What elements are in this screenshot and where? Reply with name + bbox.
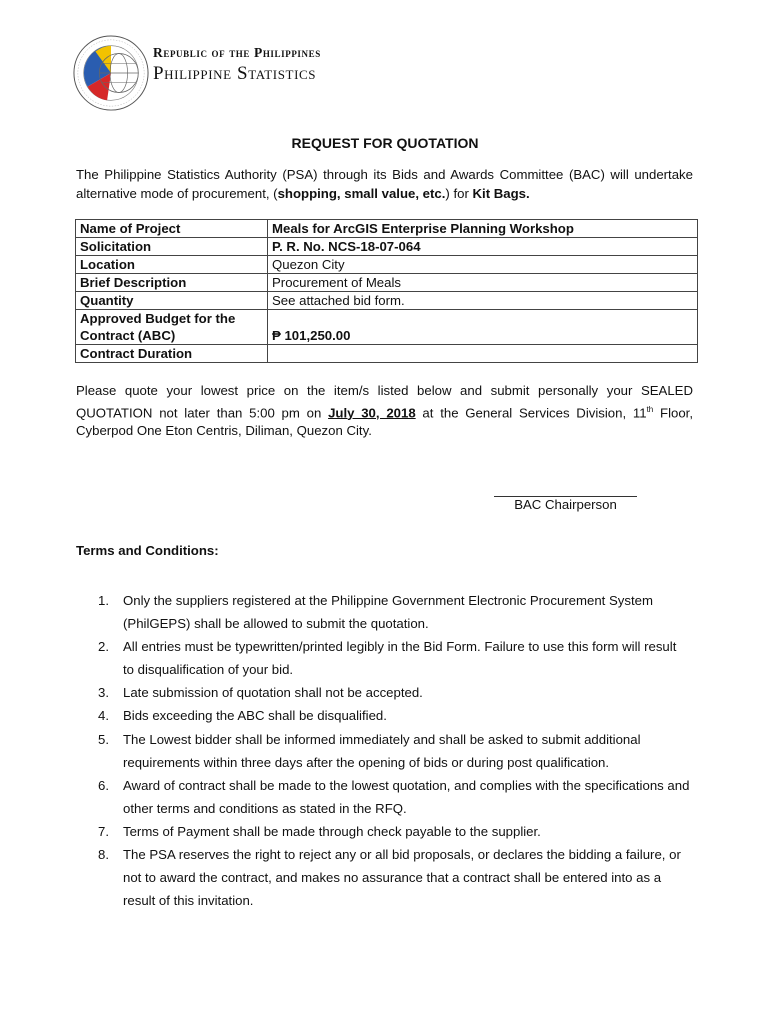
instructions-text-after: at the General Services Division, 11	[415, 404, 647, 420]
list-item	[76, 681, 691, 704]
list-item-text: Late submission of quotation shall not be accepted.	[123, 685, 423, 701]
table-row	[76, 238, 698, 256]
intro-text-middle: ) for	[445, 185, 473, 201]
instructions-text-end: Floor, Cyberpod One Eton Centris, Diliman, Quezon City.	[76, 404, 693, 439]
deadline-date: July 30, 2018	[328, 404, 416, 420]
description-label: Brief Description	[76, 274, 268, 292]
terms-heading: Terms and Conditions:	[76, 543, 219, 558]
list-item-text: Bids exceeding the ABC shall be disqualified.	[123, 708, 387, 724]
abc-label-line2: Contract (ABC)	[80, 328, 176, 343]
list-item-text: All entries must be typewritten/printed legibly in the Bid Form. Failure to use this form will result to disqualification of your bid.	[123, 639, 677, 678]
list-item-text: Only the suppliers registered at the Philippine Government Electronic Procurement System (PhilGEPS) shall be allowed to submit the quotation.	[123, 593, 653, 632]
psa-seal-logo	[72, 34, 150, 112]
list-item	[76, 728, 691, 774]
location-label: Location	[76, 256, 268, 274]
page-title: REQUEST FOR QUOTATION	[291, 135, 479, 151]
location-value: Quezon City	[268, 256, 698, 274]
signature-title: BAC Chairperson	[514, 497, 617, 512]
intro-text: The Philippine Statistics Authority (PSA) through its Bids and Awards Committee (BAC) will undertake alternative mode of procurement, (	[76, 167, 693, 201]
duration-label: Contract Duration	[76, 345, 268, 363]
description-value: Procurement of Meals	[268, 274, 698, 292]
table-row	[76, 256, 698, 274]
quantity-label: Quantity	[76, 292, 268, 310]
list-item-text: Award of contract shall be made to the lowest quotation, and complies with the specifications and other terms and conditions as stated in the RFQ.	[123, 777, 690, 816]
quantity-value: See attached bid form.	[268, 292, 698, 310]
intro-mode: shopping, small value, etc.	[277, 185, 446, 201]
table-row	[76, 345, 698, 363]
solicitation-label: Solicitation	[76, 238, 268, 256]
list-item	[76, 774, 691, 820]
table-row	[76, 220, 698, 238]
list-item-text: The PSA reserves the right to reject any or all bid proposals, or declares the bidding a failure, or not to award the contract, and makes no assurance that a contract shall be entered into as a result of this invitation.	[123, 847, 681, 909]
list-item-number: 6.	[98, 777, 109, 793]
intro-paragraph	[76, 166, 693, 203]
solicitation-value: P. R. No. NCS-18-07-064	[268, 238, 698, 256]
project-name-label: Name of Project	[76, 220, 268, 238]
table-row	[76, 310, 698, 345]
terms-list	[76, 589, 691, 912]
table-row	[76, 292, 698, 310]
list-item-number: 2.	[98, 639, 109, 655]
intro-item: Kit Bags.	[472, 185, 530, 201]
list-item	[76, 589, 691, 635]
abc-label	[76, 310, 268, 345]
list-item	[76, 635, 691, 681]
header-republic: Republic of the Philippines	[153, 45, 321, 60]
abc-label-line1: Approved Budget for the	[80, 311, 236, 326]
list-item-text: The Lowest bidder shall be informed immediately and shall be asked to submit additional requirements within three days after the opening of bids or during post qualification.	[123, 731, 641, 770]
header-agency: Philippine Statistics	[153, 63, 317, 84]
table-row	[76, 274, 698, 292]
instructions-paragraph	[76, 382, 693, 441]
list-item-number: 7.	[98, 823, 109, 839]
list-item-number: 5.	[98, 731, 109, 747]
list-item-text: Terms of Payment shall be made through check payable to the supplier.	[123, 823, 541, 839]
list-item-number: 1.	[98, 593, 109, 608]
project-name-value: Meals for ArcGIS Enterprise Planning Workshop	[268, 220, 698, 238]
list-item	[76, 704, 691, 727]
ordinal-suffix: th	[646, 404, 654, 414]
duration-value	[268, 345, 698, 363]
abc-value: ₱ 101,250.00	[268, 310, 698, 345]
instructions-text: Please quote your lowest price on the item/s listed below and submit personally your SEALED QUOTATION not later than 5:00 pm on	[76, 383, 693, 420]
list-item	[76, 820, 691, 843]
list-item-number: 3.	[98, 685, 109, 701]
list-item-number: 4.	[98, 708, 109, 724]
list-item	[76, 843, 691, 912]
project-details-table	[75, 219, 698, 363]
list-item-number: 8.	[98, 847, 109, 863]
